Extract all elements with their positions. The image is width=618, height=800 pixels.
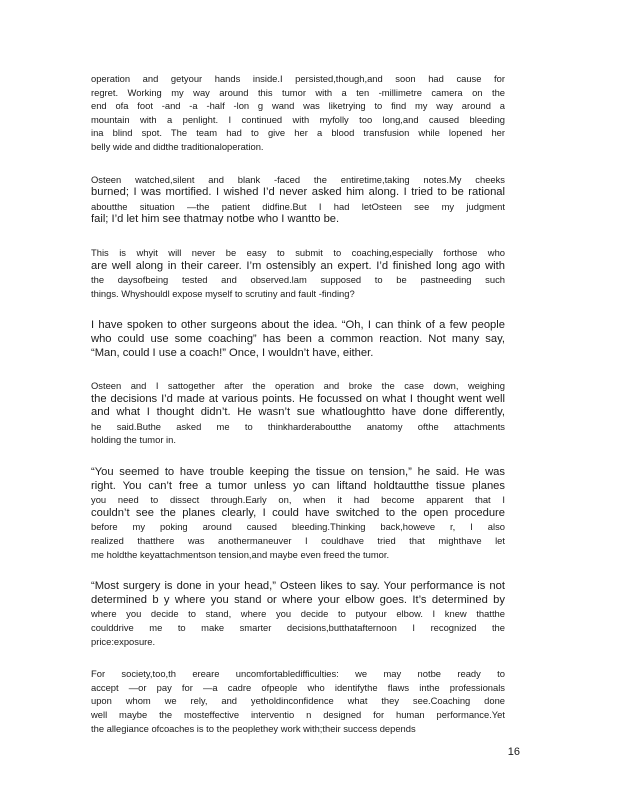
text-line: For society,too,th ereare uncomfortabledifficulties: we may notbe ready to [91,668,505,680]
text-line: coulddrive me to make smarter decisions,butthatafternoon I recognized the [91,622,505,633]
text-line: “You seemed to have trouble keeping the tissue on tension,” he said. He was [91,466,505,479]
text-line: end ofa foot -and -a -half -lon g wand was liketrying to find my way around a [91,100,505,112]
text-line: aboutthe situation —the patient didfine.But I had letOsteen see my judgment [91,200,505,212]
paragraph [91,667,505,735]
text-line: I have spoken to other surgeons about the idea. “Oh, I can think of a few people [91,319,505,332]
text-line: are well along in their career. I’m ostensibly an expert. I’d finished long ago with [91,259,505,272]
text-line: the decisions I’d made at various points. He focussed on what I thought went well [91,392,505,405]
text-line: couldn’t see the planes clearly, I could have switched to the open procedure [91,506,505,519]
page-number: 16 [507,746,520,758]
text-line: the allegiance ofcoaches is to the peoplethey work with;their success depends [91,722,416,734]
text-line: who could use some coaching” has been a common reaction. Not many say, [91,332,505,345]
text-line: Osteen watched,silent and blank -faced the entiretime,taking notes.My cheeks [91,173,505,185]
paragraph [91,466,505,561]
text-line: the daysofbeing tested and observed.lam supposed to be pastneeding such [91,274,505,286]
text-line: and what I thought didn’t. He wasn’t sue whatloughtto have done differently, [91,406,505,419]
text-line: he said.Buthe asked me to thinkharderaboutthe anatomy ofthe attachments [91,420,505,432]
paragraph [91,379,505,447]
text-line: upon whom we rely, and yetholdinconfidence what they see.Coaching done [91,695,505,707]
text-line: burned; I was mortified. I wished I’d never asked him along. I tried to be rational [91,186,505,199]
text-line: operation and getyour hands inside.I persisted,though,and soon had cause for [91,73,505,84]
text-line: accept —or pay for —a cadre ofpeople who identifythe flaws inthe professionals [91,681,505,693]
paragraph [91,580,505,648]
paragraph [91,173,505,227]
text-line: fail; I’d let him see thatmay notbe who I wantto be. [91,213,340,226]
paragraph [91,246,505,300]
text-line: realized thatthere was anothermaneuver I couldhave tried that mighthave let [91,535,505,547]
body-text [91,72,505,754]
text-line: well maybe the mosteffective interventio n designed for human performance.Yet [91,708,505,720]
text-line: This is whyit will never be easy to submit to coaching,especially forthose who [91,246,505,258]
text-line: price:exposure. [91,635,156,647]
text-line: before my poking around caused bleeding.Thinking back,howeve r, I also [91,521,505,533]
text-line: holding the tumor in. [91,434,176,446]
text-line: things. Whyshouldl expose myself to scrutiny and fault -finding? [91,287,355,299]
text-line: you need to dissect through.Early on, when it had become apparent that I [91,494,505,506]
text-line: “Man, could I use a coach!” Once, I wouldn’t have, either. [91,346,374,359]
text-line: mountain with a penlight. I continued with myfolly too long,and caused bleeding [91,113,505,125]
text-line: belly wide and didthe traditionaloperation. [91,140,264,152]
text-line: me holdthe keyattachmentson tension,and maybe even freed the tumor. [91,548,390,560]
paragraph [91,72,505,154]
paragraph [91,319,505,360]
text-line: regret. Working my way around this tumor with a ten -millimetre camera on the [91,86,505,98]
text-line: “Most surgery is done in your head,” Osteen likes to say. Your performance is not [91,580,505,593]
text-line: Osteen and I sattogether after the operation and broke the case down, weighing [91,380,505,392]
text-line: right. You can’t free a tumor unless yo can liftand holdtautthe tissue planes [91,479,505,492]
text-line: where you decide to stand, where you decide to putyour elbow. I knew thatthe [91,608,505,620]
text-line: ina blind spot. The team had to give her a blood transfusion while lopened her [91,127,505,139]
text-line: determined b y where you stand or where your elbow goes. It’s determined by [91,593,505,606]
